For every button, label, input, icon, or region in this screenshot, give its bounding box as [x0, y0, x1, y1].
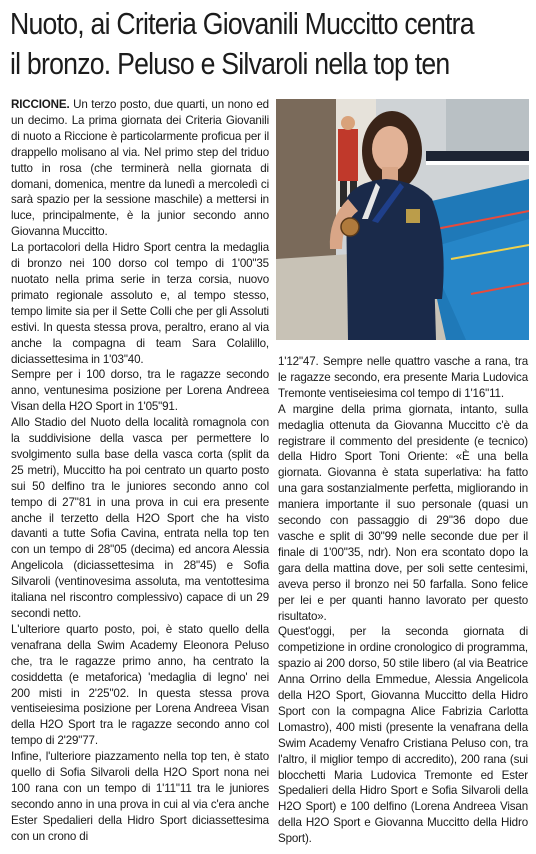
dateline: RICCIONE.: [11, 98, 70, 111]
paragraph: Allo Stadio del Nuoto della località romagnola con la suddivisione della vasca per permettere lo svolgimento sulla base della vasca corta (split da 25 metri), Muccitto ha poi centrato un quarto posto sui 50 delfino tra le juniores secondo anno col tempo di 27"81 in una prova in cui era presente anche il terzetto della H2O Sport che ha visto davanti a tutte Sofia Cavina, entrata nella top ten con un tempo di 28"05 (decima) ed ancora Alessia Angelicola (diciassettesima in 28"45) e Sofia Silvaroli (ventinovesima assoluta, ma ventottesima italiana nel riscontro complessivo) capace di un 29 secondi netto.: [11, 416, 269, 620]
photo-illustration: [276, 99, 529, 340]
paragraph-text: Un terzo posto, due quarti, un nono ed un decimo. La prima giornata dei Criteria Giovanili di nuoto a Riccione è particolarmente proficua per il drappello molisano al via. Nel primo step del triduo tutto in rosa (che terminerà nella giornata di domani, domenica, mentre da lunedì a mercoledì ci sarà spazio per la sessione maschile) a mettersi in luce, principalmente, è la junior secondo anno Giovanna Muccitto.: [11, 98, 269, 239]
paragraph: Quest'oggi, per la seconda giornata di competizione in ordine cronologico di programma, spazio ai 200 dorso, 50 stile libero (al via Beatrice Anna Orrino della Emmedue, Alessia Angelicola della H2O Sport, Giovanna Muccitto della Hidro Sport con la compagna Alice Fabrizia Carlotta Lomastro), 400 misti (presente la venafrana della Swim Academy Venafro Cristiana Peluso con, tra l'altro, il miglior tempo di accredito), 200 rana (sui blocchetti Maria Ludovica Tremonte ed Ester Spedalieri della Hidro Sport e Sofia Silvaroli della H2O Sport) e 100 delfino (Lorena Andreea Visan della H2O Sport e Giovanna Muccitto della Hidro Sport).: [278, 625, 528, 846]
headline-line-1: Nuoto, ai Criteria Giovanili Muccitto centra: [10, 6, 474, 41]
article-column-left: [11, 97, 269, 845]
paragraph: A margine della prima giornata, intanto, sulla medaglia ottenuta da Giovanna Muccitto c'è da registrare il commento del presidente (e tecnico) della Hidro Sport Toni Oriente: «È una bella giornata. Giovanna è stata superlativa: ha fatto una gara sostanzialmente perfetta, migliorando in maniera importante il suo personale (quasi un secondo con passaggio di 29"36 dopo due vasche e split di 30"99 nelle seconde due per il finale di 1'00"35, ndr). Non era scontato dopo la gara della mattina dove, per soli sette centesimi, aveva perso il bronzo nei 50 farfalla. Sono felice per lei e per quanti hanno lavorato per questo risultato».: [278, 402, 528, 623]
article-column-right: [278, 354, 528, 847]
paragraph: La portacolori della Hidro Sport centra la medaglia di bronzo nei 100 dorso col tempo di 1'00"35 nuotato nella prima serie in terza corsia, nuovo primato regionale assoluto e, al tempo stesso, tempo limite sia per il Sette Colli che per gli Assoluti estivi. In questa stessa prova, peraltro, erano al via anche la compagna di team Sara Colalillo, diciassettesima in 1'03"40.: [11, 241, 269, 366]
paragraph: [11, 97, 269, 240]
paragraph: L'ulteriore quarto posto, poi, è stato quello della venafrana della Swim Academy Eleonora Peluso che, tra le ragazze primo anno, ha centrato la cosiddetta (e metaforica) 'medaglia di legno' nei 200 misti in 2'25"02. In questa stessa prova ventiseiesima posizione per Lorena Andreea Visan della H2O Sport tra le ragazze secondo anno col tempo di 2'29"77.: [11, 622, 269, 748]
headline-line-2: il bronzo. Peluso e Silvaroli nella top ten: [10, 46, 450, 81]
article-headline: [10, 4, 474, 84]
swimmer-with-medal-photo: [276, 99, 529, 340]
paragraph: Sempre per i 100 dorso, tra le ragazze secondo anno, ventunesima posizione per Lorena Andreea Visan della H2O Sport in 1'05"91.: [11, 368, 269, 414]
paragraph: Infine, l'ulteriore piazzamento nella top ten, è stato quello di Sofia Silvaroli della H2O Sport nona nei 100 rana con un tempo di 1'11"11 tra le juniores secondo anno in una prova in cui al via c'era anche Ester Spedalieri della Hidro Sport diciassettesima con un crono di: [11, 750, 269, 843]
paragraph: 1'12"47. Sempre nelle quattro vasche a rana, tra le ragazze secondo, era presente Maria Ludovica Tremonte ventiseiesima col tempo di 1'16"11.: [278, 355, 528, 400]
